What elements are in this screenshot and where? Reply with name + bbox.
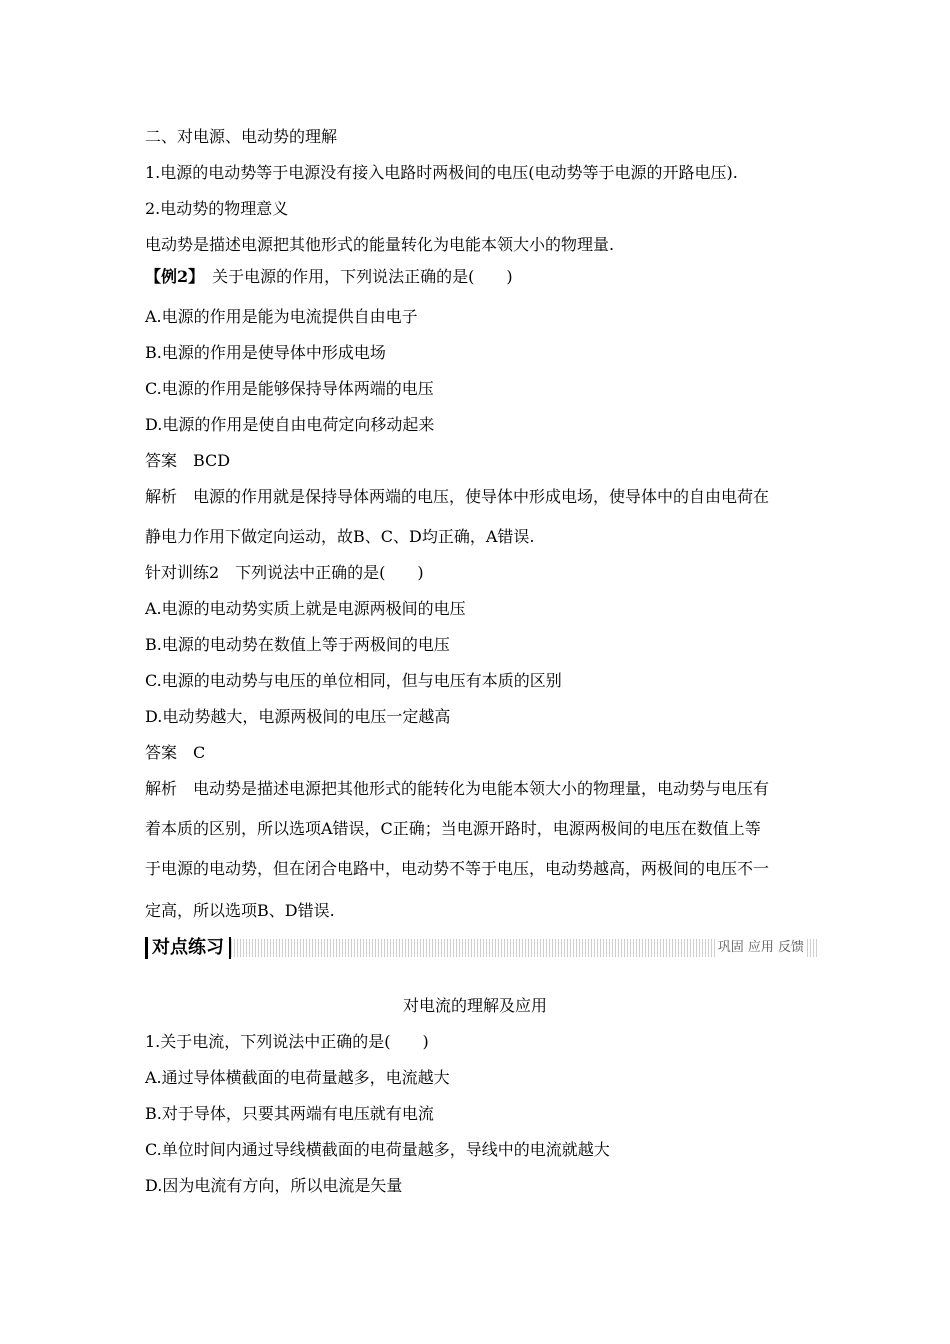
option-d: D.因为电流有方向，所以电流是矢量 bbox=[145, 1176, 403, 1195]
option-a: A.通过导体横截面的电荷量越多，电流越大 bbox=[145, 1068, 450, 1087]
practice-subtitle: 对电流的理解及应用 bbox=[402, 996, 547, 1015]
example-question-text: 关于电源的作用，下列说法正确的是( ) bbox=[212, 267, 513, 286]
answer: 答案 BCD bbox=[145, 451, 231, 470]
option-b: B.电源的作用是使导体中形成电场 bbox=[145, 343, 386, 362]
option-c: C.单位时间内通过导线横截面的电荷量越多，导线中的电流就越大 bbox=[145, 1140, 610, 1159]
practice-banner bbox=[145, 937, 817, 959]
option-b: B.对于导体，只要其两端有电压就有电流 bbox=[145, 1104, 434, 1123]
banner-tag: 巩固 应用 反馈 bbox=[715, 939, 807, 957]
analysis-line: 解析 电动势是描述电源把其他形式的能转化为电能本领大小的物理量，电动势与电压有 bbox=[145, 779, 770, 798]
banner-divider bbox=[229, 937, 231, 959]
analysis-line: 解析 电源的作用就是保持导体两端的电压，使导体中形成电场，使导体中的自由电荷在 bbox=[145, 487, 770, 506]
option-c: C.电源的作用是能够保持导体两端的电压 bbox=[145, 379, 434, 398]
paragraph: 2.电动势的物理意义 bbox=[145, 199, 289, 218]
analysis-line: 定高，所以选项B、D错误. bbox=[145, 901, 335, 920]
practice-question: 1.关于电流，下列说法中正确的是( ) bbox=[145, 1032, 429, 1051]
answer: 答案 C bbox=[145, 743, 206, 762]
example-tag: 【例2】 bbox=[145, 267, 205, 286]
option-d: D.电动势越大，电源两极间的电压一定越高 bbox=[145, 707, 451, 726]
banner-title: 对点练习 bbox=[145, 937, 224, 959]
option-d: D.电源的作用是使自由电荷定向移动起来 bbox=[145, 415, 435, 434]
section-heading: 二、对电源、电动势的理解 bbox=[145, 127, 338, 146]
option-c: C.电源的电动势与电压的单位相同，但与电压有本质的区别 bbox=[145, 671, 562, 690]
training-question: 针对训练2 下列说法中正确的是( ) bbox=[145, 563, 424, 582]
analysis-line: 于电源的电动势，但在闭合电路中，电动势不等于电压，电动势越高，两极间的电压不一 bbox=[145, 859, 770, 878]
option-a: A.电源的作用是能为电流提供自由电子 bbox=[145, 307, 418, 326]
option-a: A.电源的电动势实质上就是电源两极间的电压 bbox=[145, 599, 466, 618]
analysis-line: 着本质的区别，所以选项A错误，C正确；当电源开路时，电源两极间的电压在数值上等 bbox=[145, 819, 761, 838]
paragraph: 电动势是描述电源把其他形式的能量转化为电能本领大小的物理量. bbox=[145, 235, 615, 254]
option-b: B.电源的电动势在数值上等于两极间的电压 bbox=[145, 635, 450, 654]
analysis-line: 静电力作用下做定向运动，故B、C、D均正确，A错误. bbox=[145, 527, 535, 546]
example-question bbox=[145, 266, 513, 288]
paragraph: 1.电源的电动势等于电源没有接入电路时两极间的电压(电动势等于电源的开路电压). bbox=[145, 163, 738, 182]
